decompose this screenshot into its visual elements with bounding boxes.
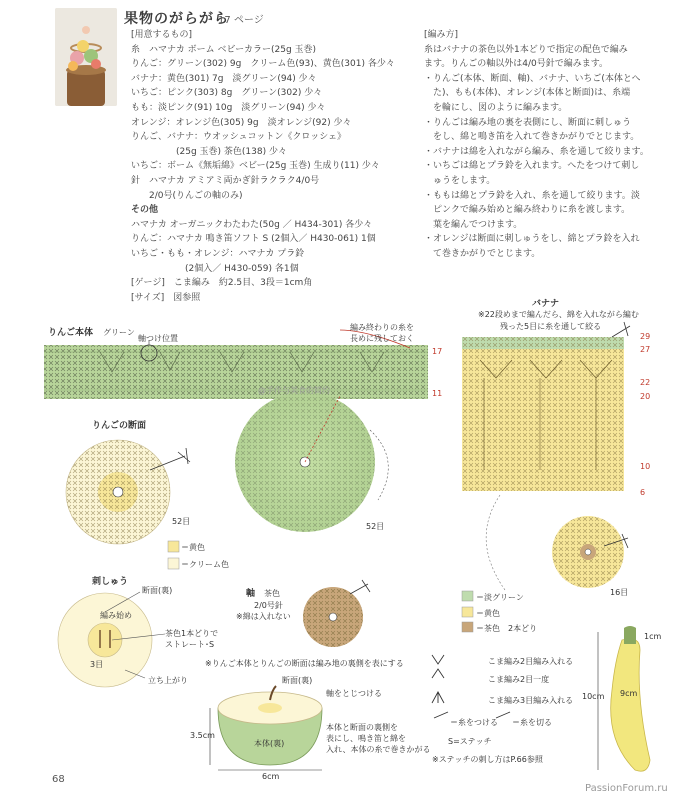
method-line: 糸はバナナの茶色以外1本どりで指定の配色で編み [424, 44, 628, 55]
method-line: 葉を編んでつけます。 [424, 219, 523, 230]
height-dimension: 3.5cm [190, 731, 215, 740]
stitch-abbrev: S=ステッチ [448, 737, 492, 746]
row-number: 29 [640, 332, 651, 341]
symbol-attach-label: ＝糸をつける [450, 718, 498, 727]
row-number: 10 [640, 462, 651, 471]
method-line: ます。りんごの軸以外は4/0号針で編みます。 [424, 59, 609, 70]
materials-heading: [用意するもの] [131, 30, 193, 40]
other-line: りんご：ハマナカ 鳴き笛ソフト S (2個入／ H430-061) 1個 [131, 234, 376, 245]
materials-line: 2/0号(りんごの軸のみ) [131, 190, 243, 201]
materials-line: 針 ハマナカ アミアミ両かぎ針ラクラク4/0号 [131, 175, 320, 186]
symbol-inc-label: こま編み2目編み入れる [488, 657, 574, 666]
materials-line: りんご：グリーン(302) 9g クリーム色(93)、黄色(301) 各少々 [131, 59, 395, 70]
apple-section-title: りんごの断面 [92, 421, 147, 431]
legend-label: ＝淡グリーン [476, 593, 524, 602]
banana-note: 残った5目に糸を通して絞る [500, 322, 602, 331]
stem-diagram [303, 580, 370, 647]
assembly-note: 入れ、本体の糸で巻きかがる [326, 745, 431, 754]
apple-section-diagram [66, 440, 190, 544]
stitch-count: 52目 [366, 522, 385, 531]
row-number: 27 [640, 345, 651, 354]
apple-note: ※りんご本体とりんごの断面は編み地の裏側を表にする [205, 659, 404, 668]
weibo-watermark: @手作与美食的简约 [258, 386, 330, 395]
banana-base-circle [486, 495, 628, 590]
banana-illustration [598, 626, 650, 771]
size: [サイズ] 図参照 [131, 292, 201, 303]
page-number: 68 [52, 774, 65, 785]
method-line: ピンクで編み始めと編み終わりに糸を渡します。 [424, 205, 631, 216]
method-line: をし、綿と鳴き笛を入れて巻きかがりでとじます。 [424, 132, 640, 143]
brown-note: 茶色1本どりで [165, 629, 219, 638]
section-back-label: 断面(裏) [142, 586, 173, 595]
materials-line: いちご：ボーム《無垢綿》ベビー(25g 玉巻) 生成り(11) 少々 [131, 161, 380, 172]
method-line: た)、もも(本体)、オレンジ(本体と断面)は、糸端 [424, 88, 631, 99]
stitch-count: 52目 [172, 517, 191, 526]
materials-line: いちご：ピンク(303) 8g グリーン(302) 少々 [131, 88, 323, 99]
method-heading: [編み方] [424, 30, 459, 40]
site-watermark: PassionForum.ru [585, 783, 668, 794]
row-number: 11 [432, 389, 443, 398]
method-line: ・バナナは綿を入れながら編み、糸を通して絞ります。 [424, 146, 649, 157]
materials-line: バナナ：黄色(301) 7g 淡グリーン(94) 少々 [131, 73, 317, 84]
method-line: ゅうをします。 [424, 175, 496, 186]
end-note: 長めに残しておく [350, 334, 414, 343]
banana-title: バナナ [532, 299, 560, 309]
stem-color: 茶色 [264, 589, 280, 598]
method-line: ・いちごは綿とプラ鈴を入れます。へたをつけて刺し [424, 161, 640, 172]
embroidery-diagram [58, 592, 165, 687]
symbol-dec-label: こま編み2目一度 [488, 675, 550, 684]
assembly-note: 表にし、鳴き笛と綿を [326, 734, 406, 743]
legend-swatch-brown [462, 622, 473, 632]
assembly-section-label: 断面(裏) [282, 676, 313, 685]
legend-label: ＝茶色 2本どり [476, 624, 538, 633]
method-line: ・オレンジは断面に刺しゅうをし、綿とプラ鈴を入れ [424, 234, 640, 245]
banana-note: ※22段めまで編んだら、綿を入れながら編む [478, 310, 639, 319]
stem-position-label: 軸つけ位置 [138, 334, 178, 343]
gauge: [ゲージ] こま編み 約2.5目、3段＝1cm角 [131, 278, 313, 289]
stem-hook: 2/0号針 [254, 601, 283, 610]
row-number: 20 [640, 392, 651, 401]
tip-dimension: 1cm [644, 632, 662, 641]
legend-label: ＝黄色 [476, 609, 500, 618]
materials-line: もも：淡ピンク(91) 10g 淡グリーン(94) 少々 [131, 102, 326, 113]
symbol-cut-label: ＝糸を切る [512, 718, 552, 727]
method-line: ・りんご(本体、断面、軸)、バナナ、いちご(本体とへ [424, 73, 641, 84]
method-line: て巻きかがりでとじます。 [424, 248, 541, 259]
method-line: ・りんごは編み地の裏を表側にし、断面に刺しゅう [424, 117, 632, 128]
assembly-note: 本体と断面の裏側を [326, 723, 398, 732]
materials-line: 糸 ハマナカ ボーム ベビーカラー(25g 玉巻) [131, 44, 317, 55]
assembly-body-label: 本体(裏) [254, 739, 285, 748]
stem-note: ※綿は入れない [236, 612, 291, 621]
legend-swatch-yellow [168, 541, 179, 552]
other-line: ハマナカ オーガニックわたわた(50g ／ H434-301) 各少々 [131, 219, 373, 230]
banana-chart [462, 322, 630, 491]
apple-body-circle [235, 392, 388, 532]
page-title: 果物のがらがら [124, 11, 229, 27]
banana-height: 10cm [582, 692, 605, 701]
row-number: 17 [432, 347, 443, 356]
width-dimension: 6cm [262, 772, 280, 781]
stem-title: 軸 [246, 589, 256, 599]
materials-line: (25g 玉巻) 茶色(138) 少々 [131, 146, 287, 157]
knit-start-label: 編み始め [100, 611, 132, 620]
banana-width: 9cm [620, 689, 638, 698]
apple-body-color: グリーン [103, 328, 135, 337]
materials-line: オレンジ：オレンジ色(305) 9g 淡オレンジ(92) 少々 [131, 117, 352, 128]
stitch-ref: ※ステッチの刺し方はP.66参照 [432, 755, 543, 764]
rows-label: 3目 [90, 660, 104, 669]
other-heading: その他 [131, 205, 159, 216]
legend-label: ＝クリーム色 [181, 560, 229, 569]
materials-line: りんご、バナナ：ウオッシュコットン《クロッシェ》 [131, 132, 347, 143]
legend-swatch-cream [168, 558, 179, 569]
assembly-seam-label: 軸をとじつける [326, 689, 382, 698]
apple-body-title: りんご本体 [48, 328, 94, 338]
symbol-inc3-label: こま編み3目編み入れる [488, 696, 574, 705]
legend-swatch-yellow [462, 607, 473, 617]
embroidery-title: 刺しゅう [92, 577, 129, 587]
end-note: 編み終わりの糸を [350, 323, 414, 332]
method-line: ・ももは綿とプラ鈴を入れ、糸を通して絞ります。淡 [424, 190, 640, 201]
standup-label: 立ち上がり [148, 676, 188, 685]
legend-swatch-pale-green [462, 591, 473, 601]
row-number: 6 [640, 488, 646, 497]
page-reference: 17 ページ [218, 15, 264, 26]
assembly-diagram [210, 686, 322, 770]
legend-label: ＝黄色 [181, 543, 205, 552]
other-line: いちご・もも・オレンジ：ハマナカ プラ鈴 [131, 248, 305, 259]
other-line: (2個入／ H430-059) 各1個 [131, 263, 299, 274]
brown-note: ストレート･S [165, 640, 215, 649]
row-number: 22 [640, 378, 651, 387]
method-line: を輪にし、図のように編みます。 [424, 102, 568, 113]
stitch-count: 16目 [610, 588, 629, 597]
